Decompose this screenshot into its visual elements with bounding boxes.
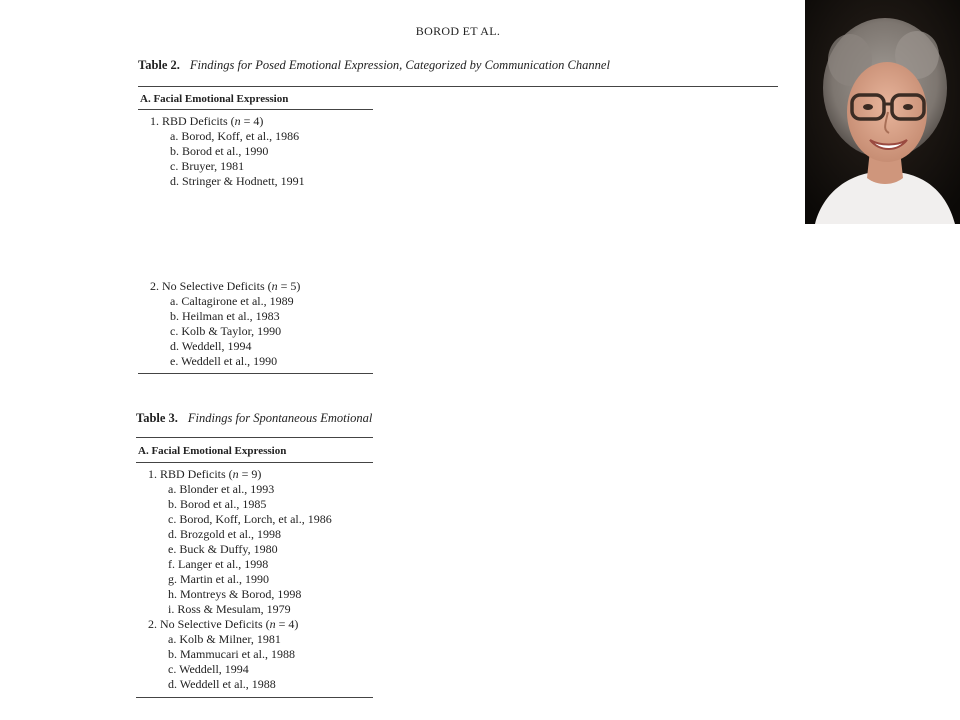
table3-group-1	[148, 467, 332, 692]
table3-caption: Findings for Spontaneous Emotional	[187, 411, 373, 425]
portrait-icon	[805, 0, 960, 224]
list-item: a. Kolb & Milner, 1981	[168, 632, 281, 646]
list-item: i. Ross & Mesulam, 1979	[168, 602, 291, 616]
group-heading: 1. RBD Deficits (n = 4)	[150, 114, 264, 128]
list-item: e. Weddell et al., 1990	[170, 354, 278, 368]
group-heading: 1. RBD Deficits (n = 9)	[148, 467, 262, 481]
list-item: b. Borod et al., 1990	[170, 144, 269, 158]
portrait-photo	[805, 0, 960, 224]
list-item: c. Kolb & Taylor, 1990	[170, 324, 282, 338]
list-item: c. Weddell, 1994	[168, 662, 249, 676]
table2-group-1	[150, 114, 305, 189]
list-item: b. Borod et al., 1985	[168, 497, 267, 511]
table3-section-rule	[136, 462, 373, 463]
table2-bottom-rule	[138, 373, 373, 374]
list-item: b. Heilman et al., 1983	[170, 309, 280, 323]
running-head: BOROD ET AL.	[415, 24, 501, 38]
list-item: e. Buck & Duffy, 1980	[168, 542, 278, 556]
group-heading: 2. No Selective Deficits (n = 5)	[150, 279, 301, 293]
table2-caption: Findings for Posed Emotional Expression, Categorized by Communication Channel	[189, 58, 610, 72]
table2-section-title: A. Facial Emotional Expression	[140, 93, 289, 105]
list-item: d. Brozgold et al., 1998	[168, 527, 281, 541]
table3-top-rule	[136, 437, 373, 438]
table3-section-title: A. Facial Emotional Expression	[138, 445, 287, 457]
table3-title	[136, 411, 372, 426]
table2-top-rule	[138, 86, 778, 87]
list-item: a. Borod, Koff, et al., 1986	[170, 129, 300, 143]
list-item: h. Montreys & Borod, 1998	[168, 587, 302, 601]
list-item: a. Caltagirone et al., 1989	[170, 294, 294, 308]
list-item: d. Stringer & Hodnett, 1991	[170, 174, 305, 188]
list-item: f. Langer et al., 1998	[168, 557, 269, 571]
group-heading: 2. No Selective Deficits (n = 4)	[148, 617, 299, 631]
list-item: g. Martin et al., 1990	[168, 572, 269, 586]
table3-label: Table 3.	[136, 411, 178, 425]
list-item: c. Borod, Koff, Lorch, et al., 1986	[168, 512, 332, 526]
list-item: d. Weddell, 1994	[170, 339, 252, 353]
list-item: c. Bruyer, 1981	[170, 159, 245, 173]
list-item: d. Weddell et al., 1988	[168, 677, 276, 691]
table3-bottom-rule	[136, 697, 373, 698]
list-item: a. Blonder et al., 1993	[168, 482, 275, 496]
list-item: b. Mammucari et al., 1988	[168, 647, 295, 661]
table2-title	[138, 58, 610, 73]
table2-section-rule	[138, 109, 373, 110]
table2-label: Table 2.	[138, 58, 180, 72]
table2-group-2	[150, 279, 300, 369]
